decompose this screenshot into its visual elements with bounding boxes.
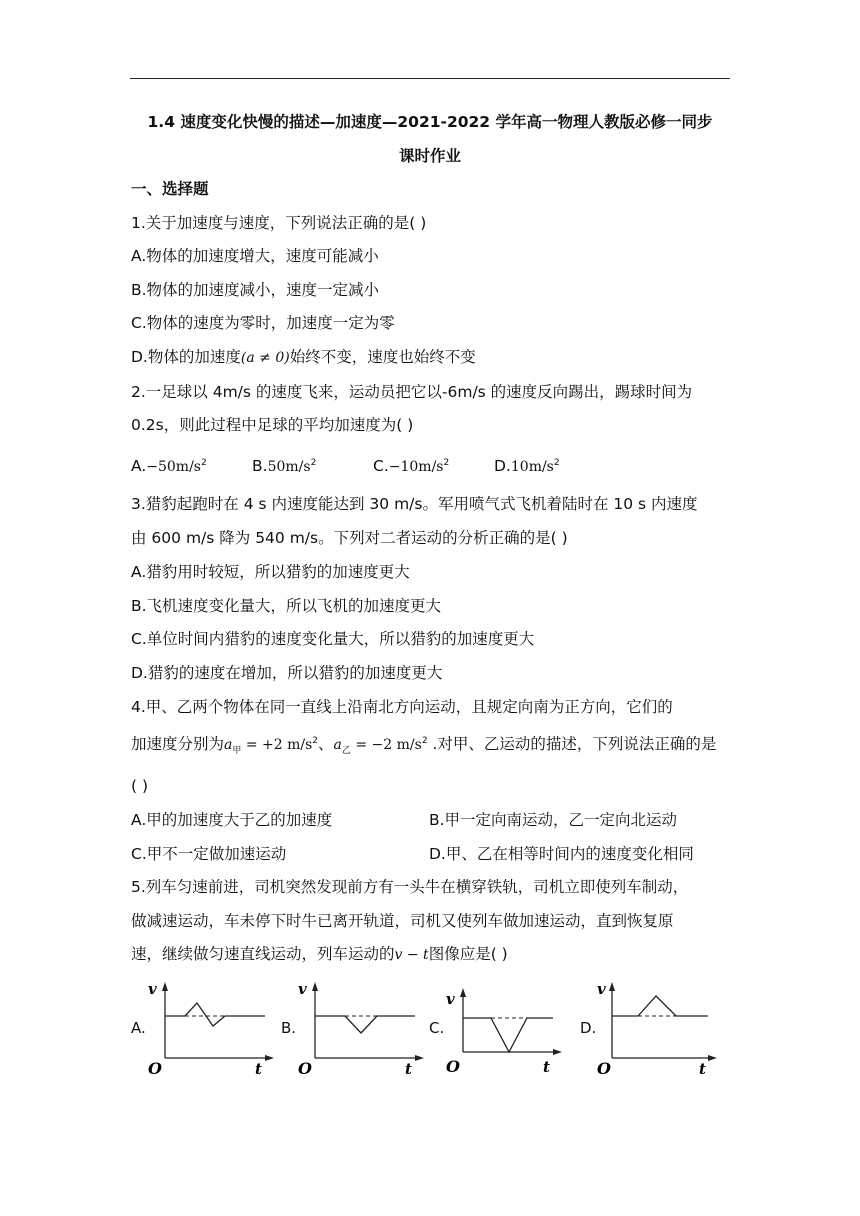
q4-stem-line3: ( ) bbox=[131, 777, 149, 795]
vt-curve bbox=[165, 1003, 265, 1026]
vt-curve bbox=[315, 1016, 415, 1033]
q3-stem-line2: 由 600 m/s 降为 540 m/s。下列对二者运动的分析正确的是( ) bbox=[131, 529, 568, 547]
axis-v-label: v bbox=[597, 980, 606, 998]
q5-option-b-label: B. bbox=[281, 1019, 297, 1037]
axis-v-label: v bbox=[148, 980, 157, 998]
q1-option-b: B.物体的加速度减小，速度一定减小 bbox=[131, 281, 380, 299]
t-axis-arrow bbox=[415, 1055, 424, 1061]
t-axis-arrow bbox=[265, 1055, 274, 1061]
page-title: 1.4 速度变化快慢的描述—加速度—2021-2022 学年高一物理人教版必修一同步 bbox=[147, 113, 713, 131]
q4-option-c: C.甲不一定做加速运动 bbox=[131, 845, 287, 863]
q2-option-a: $A.-50m/s^2$ bbox=[131, 457, 207, 475]
q5-graph-a bbox=[145, 980, 280, 1080]
axis-t-label: t bbox=[405, 1060, 412, 1078]
q3-option-b: B.飞机速度变化量大，所以飞机的加速度更大 bbox=[131, 597, 442, 615]
q2-stem-line2: 0.2s，则此过程中足球的平均加速度为( ) bbox=[131, 416, 414, 434]
origin-label: O bbox=[148, 1059, 162, 1078]
q1-option-d bbox=[131, 347, 476, 368]
q5-option-a-label: A. bbox=[131, 1019, 146, 1037]
q1-stem: 1.关于加速度与速度，下列说法正确的是( ) bbox=[131, 214, 427, 232]
v-axis-arrow bbox=[162, 982, 168, 991]
q1-option-d-pre: D.物体的加速度 bbox=[131, 348, 241, 366]
axis-t-label: t bbox=[255, 1060, 262, 1078]
q2-options bbox=[131, 456, 731, 478]
vt-curve bbox=[463, 1018, 553, 1052]
q5-option-d-label: D. bbox=[580, 1019, 597, 1037]
q2-option-b: $B.50m/s^2$ bbox=[252, 457, 317, 475]
axis-t-label: t bbox=[699, 1060, 706, 1078]
q1-option-d-post: 始终不变，速度也始终不变 bbox=[289, 348, 476, 366]
v-axis-arrow bbox=[460, 988, 466, 997]
axis-t-label: t bbox=[543, 1058, 550, 1076]
q1-option-d-math: (a ≠ 0) bbox=[240, 350, 290, 366]
vt-curve bbox=[612, 996, 708, 1016]
origin-label: O bbox=[446, 1057, 460, 1076]
axis-v-label: v bbox=[446, 990, 455, 1008]
q3-stem-line1: 3.猎豹起跑时在 4 s 内速度能达到 30 m/s。军用喷气式飞机着陆时在 10 s 内速度 bbox=[131, 495, 698, 513]
origin-label: O bbox=[597, 1059, 611, 1078]
q1-option-a: A.物体的加速度增大，速度可能减小 bbox=[131, 247, 379, 265]
q3-option-d: D.猎豹的速度在增加，所以猎豹的加速度更大 bbox=[131, 664, 443, 682]
q5-stem-line1: 5.列车匀速前进，司机突然发现前方有一头牛在横穿铁轨，司机立即使列车制动， bbox=[131, 878, 689, 896]
q4-option-a: A.甲的加速度大于乙的加速度 bbox=[131, 811, 333, 829]
header-rule bbox=[130, 78, 730, 79]
v-axis-arrow bbox=[312, 982, 318, 991]
t-axis-arrow bbox=[708, 1055, 717, 1061]
q1-option-c: C.物体的速度为零时，加速度一定为零 bbox=[131, 314, 395, 332]
q3-option-c: C.单位时间内猎豹的速度变化量大，所以猎豹的加速度更大 bbox=[131, 630, 535, 648]
q5-graph-b bbox=[295, 980, 430, 1080]
v-axis-arrow bbox=[609, 982, 615, 991]
t-axis-arrow bbox=[553, 1049, 562, 1055]
page-title-line2: 课时作业 bbox=[398, 147, 461, 165]
q4-stem-line1: 4.甲、乙两个物体在同一直线上沿南北方向运动，且规定向南为正方向，它们的 bbox=[131, 698, 673, 716]
q4-option-b: B.甲一定向南运动，乙一定向北运动 bbox=[429, 811, 678, 829]
section-heading: 一、选择题 bbox=[131, 180, 209, 198]
q2-option-c: $C.-10m/s^2$ bbox=[373, 457, 450, 475]
q2-option-d: $D.10m/s^2$ bbox=[494, 457, 560, 475]
q3-option-a: A.猎豹用时较短，所以猎豹的加速度更大 bbox=[131, 563, 410, 581]
axis-v-label: v bbox=[298, 980, 307, 998]
q5-option-c-label: C. bbox=[429, 1019, 445, 1037]
q5-stem-line2: 做减速运动，车未停下时牛已离开轨道，司机又使列车做加速运动，直到恢复原 bbox=[131, 912, 674, 930]
q5-stem-line3: 速，继续做匀速直线运动，列车运动的v − t图像应是( ) bbox=[131, 945, 508, 963]
q5-graph-c bbox=[443, 980, 578, 1080]
q2-stem-line1: 2.一足球以 4m/s 的速度飞来，运动员把它以-6m/s 的速度反向踢出，踢球时间为 bbox=[131, 383, 693, 401]
q4-stem-line2: 加速度分别为$a_甲 = +2$ $m/s^2$、$a_乙 = -2$ $m/s^2$ .对甲、乙运动的描述，下列说法正确的是 bbox=[131, 735, 717, 757]
q4-option-d: D.甲、乙在相等时间内的速度变化相同 bbox=[429, 845, 694, 863]
origin-label: O bbox=[298, 1059, 312, 1078]
q5-graph-d bbox=[594, 980, 729, 1080]
